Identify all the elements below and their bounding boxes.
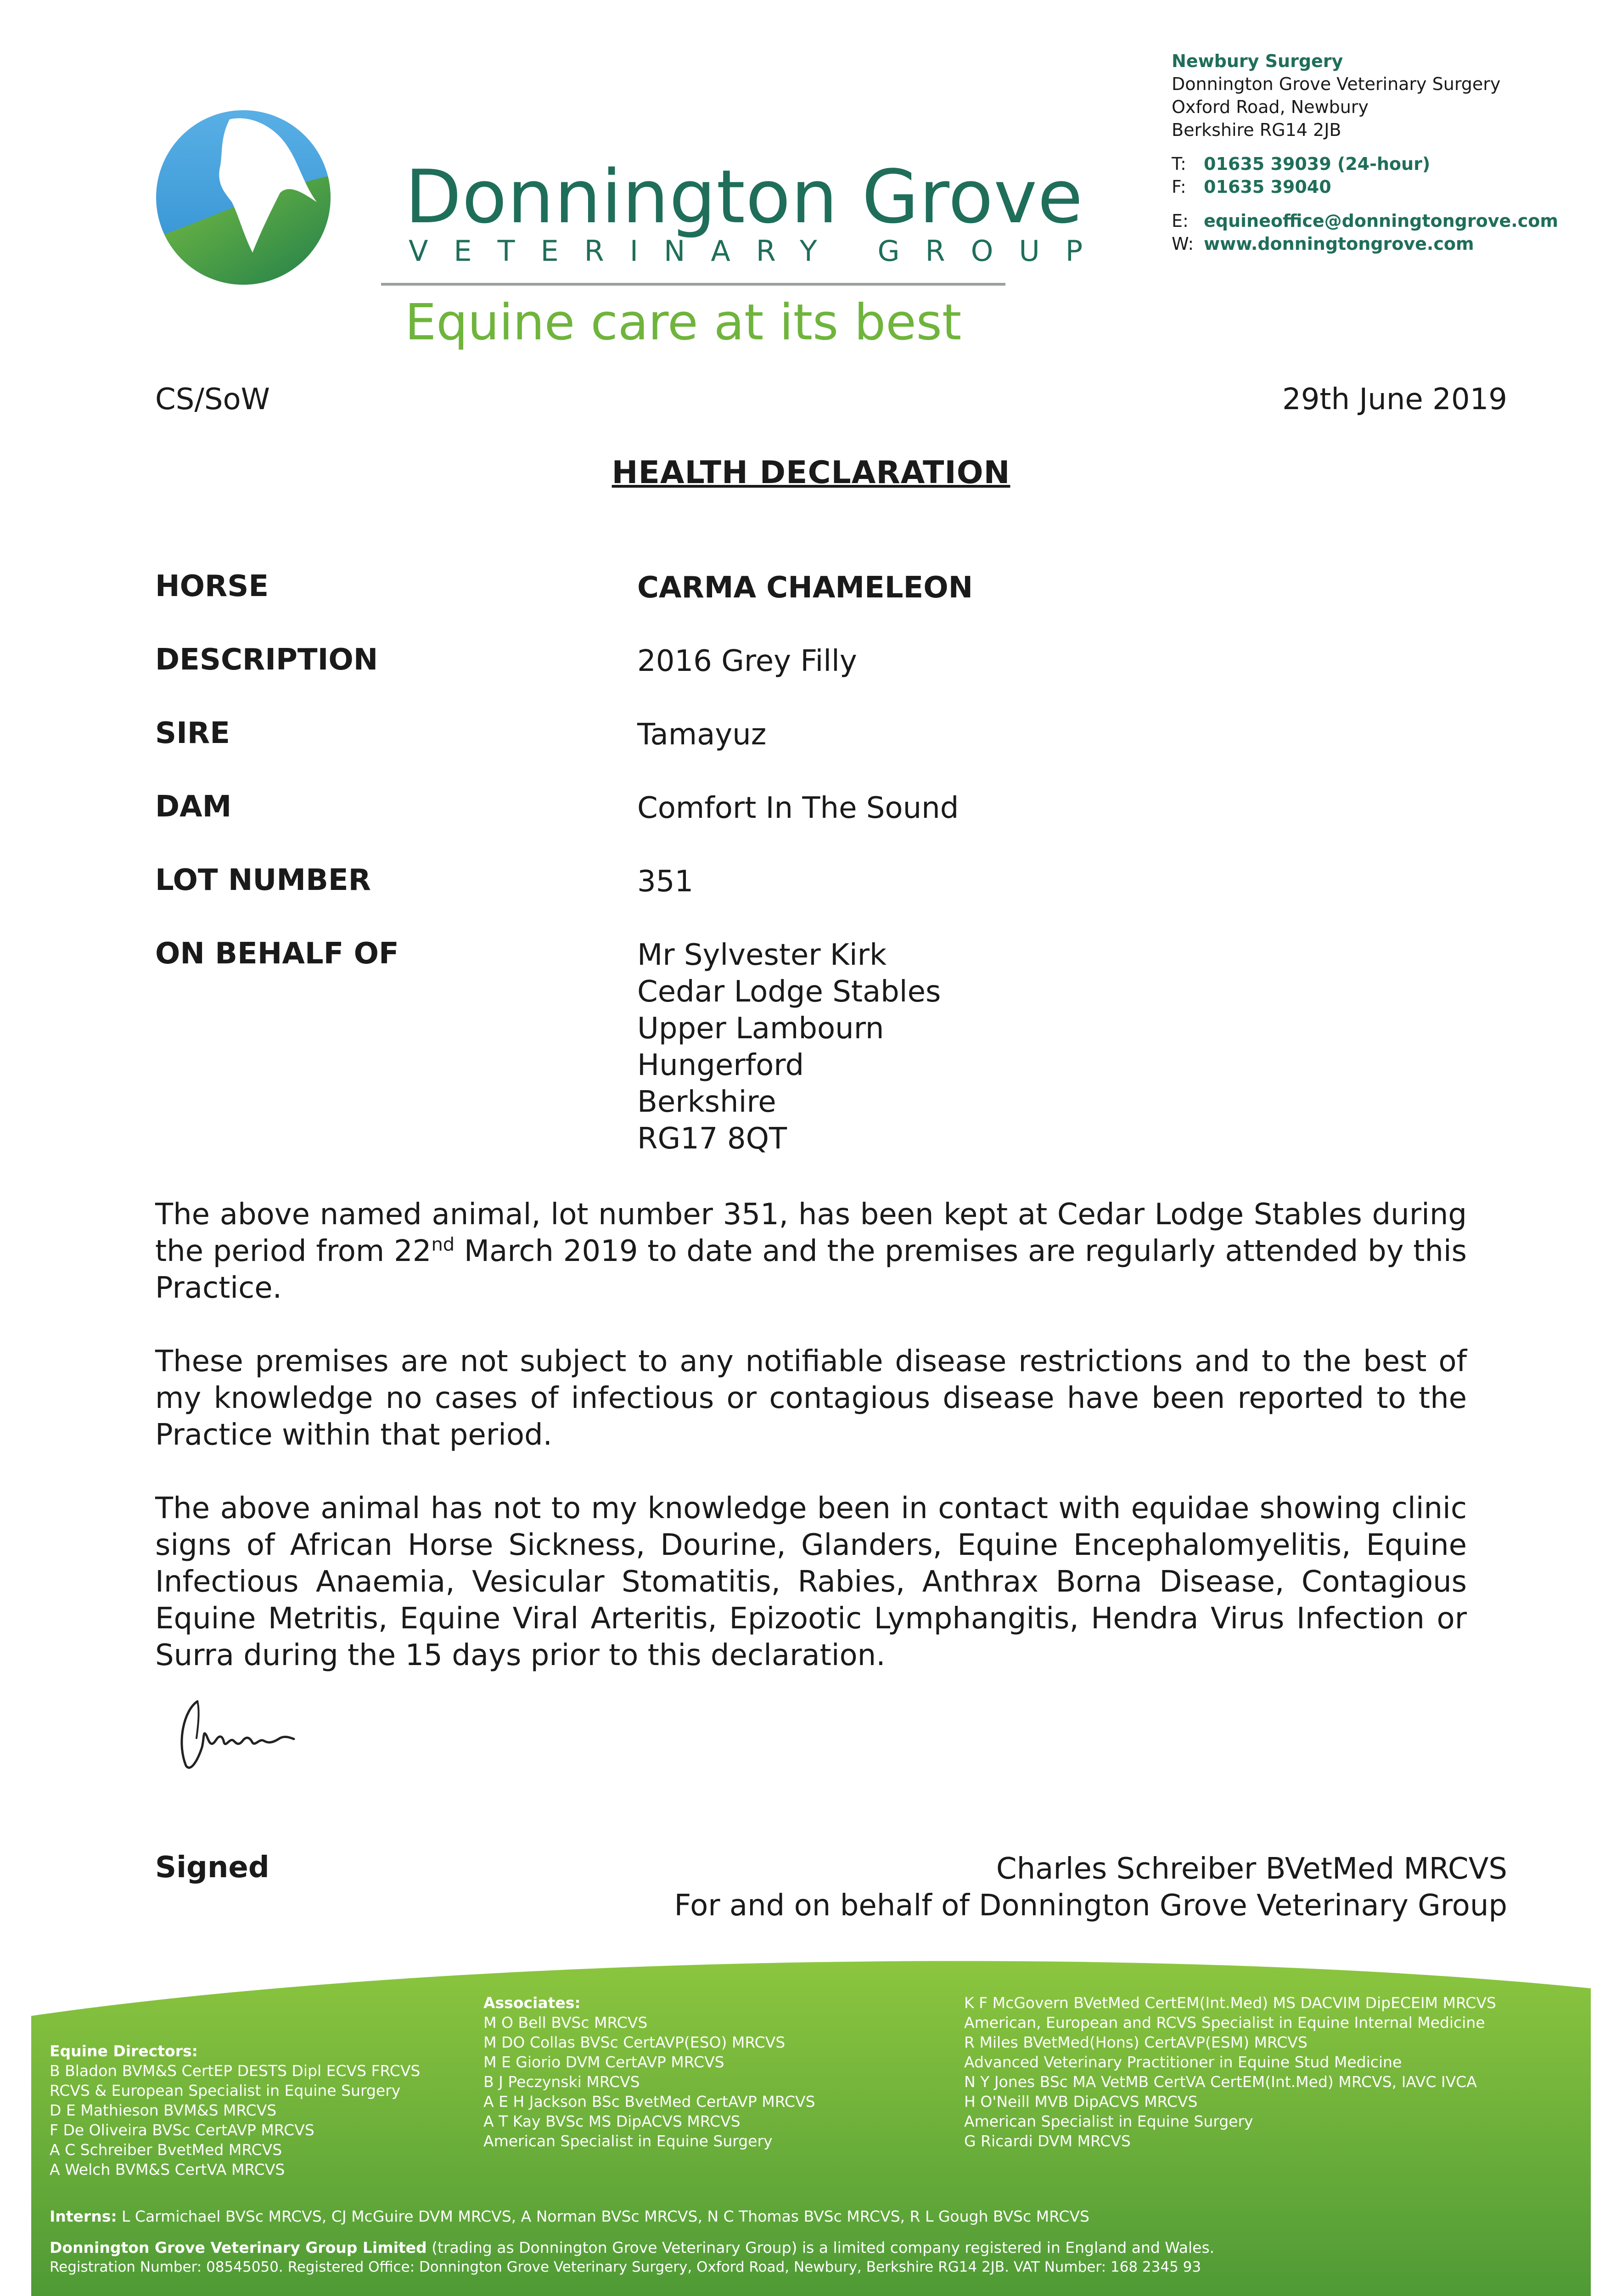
- associate-line: American Specialist in Equine Surgery: [964, 2112, 1253, 2130]
- associate-line: A E H Jackson BSc BvetMed CertAVP MRCVS: [483, 2093, 815, 2110]
- director-line: B Bladon BVM&S CertEP DESTS Dipl ECVS FRCVS: [50, 2062, 421, 2080]
- registration-line: Registration Number: 08545050. Registered Office: Donnington Grove Veterinary Surgery, Oxford Road, Newbury, Berkshire RG14 2JB. VAT Number: 168 2345 93: [50, 2259, 1201, 2275]
- interns-title: Interns:: [50, 2207, 117, 2225]
- tel-key: T:: [1172, 154, 1186, 174]
- handwritten-signature: [170, 1692, 298, 1775]
- associates-title: Associates:: [483, 1994, 581, 2012]
- signer-organisation: For and on behalf of Donnington Grove Veterinary Group: [674, 1889, 1507, 1923]
- address-line: Berkshire RG14 2JB: [1172, 120, 1341, 140]
- document-heading: HEALTH DECLARATION: [612, 455, 1010, 491]
- associate-line: M E Giorio DVM CertAVP MRCVS: [483, 2053, 724, 2071]
- field-value-sire: Tamayuz: [637, 718, 767, 752]
- email-link[interactable]: equineoffice@donningtongrove.com: [1204, 211, 1558, 231]
- company-line: [50, 2238, 1214, 2257]
- surgery-name: Newbury Surgery: [1172, 51, 1343, 71]
- field-value-horse: CARMA CHAMELEON: [637, 571, 973, 605]
- letter-reference: CS/SoW: [155, 383, 270, 416]
- behalf-line: Berkshire: [637, 1085, 776, 1119]
- signed-label: Signed: [155, 1851, 269, 1885]
- paragraph-restrictions: These premises are not subject to any notifiable disease restrictions and to the best of my knowledge no cases of infectious or contagious disease have been reported to the Practice within that period.: [155, 1345, 1467, 1452]
- brand-divider: [381, 283, 1005, 286]
- director-line: F De Oliveira BVSc CertAVP MRCVS: [50, 2121, 314, 2139]
- field-label-sire: SIRE: [155, 716, 230, 750]
- telephone: 01635 39039 (24-hour): [1204, 154, 1431, 174]
- interns-line: [50, 2206, 1089, 2226]
- field-value-lot-number: 351: [637, 865, 694, 899]
- address-line: Oxford Road, Newbury: [1172, 97, 1369, 117]
- behalf-line: Mr Sylvester Kirk: [637, 938, 887, 972]
- paragraph-contact-declaration: The above animal has not to my knowledge been in contact with equidae showing clinic signs of African Horse Sickness, Dourine, Glanders, Equine Encephalomyelitis, Equine Infectious Anaemia, Vesicular Stomatitis, Rabies, Anthrax Borna Disease, Contagious Equine Metritis, Equine Viral Arteritis, Epizootic Lymphangitis, Hendra Virus Infection or Surra during the 15 days prior to this declaration.: [155, 1491, 1467, 1672]
- directors-title: Equine Directors:: [50, 2042, 198, 2060]
- director-line: D E Mathieson BVM&S MRCVS: [50, 2101, 277, 2119]
- email-key: E:: [1172, 211, 1189, 231]
- footer-band: [31, 1947, 1591, 2296]
- brand-tagline: Equine care at its best: [405, 294, 962, 351]
- field-label-lot-number: LOT NUMBER: [155, 863, 371, 897]
- associate-line: American Specialist in Equine Surgery: [483, 2132, 773, 2150]
- associate-line: American, European and RCVS Specialist in Equine Internal Medicine: [964, 2014, 1485, 2032]
- brand-subtitle: VETERINARY GROUP: [409, 234, 1109, 268]
- interns-list: L Carmichael BVSc MRCVS, CJ McGuire DVM MRCVS, A Norman BVSc MRCVS, N C Thomas BVSc MRCVS, R L Gough BVSc MRCVS: [122, 2207, 1089, 2225]
- associate-line: G Ricardi DVM MRCVS: [964, 2132, 1131, 2150]
- associate-line: K F McGovern BVetMed CertEM(Int.Med) MS DACVIM DipECEIM MRCVS: [964, 1994, 1496, 2012]
- donnington-grove-logo: [152, 106, 335, 289]
- behalf-line: Upper Lambourn: [637, 1012, 884, 1046]
- behalf-line: Hungerford: [637, 1048, 804, 1082]
- ordinal-suffix: nd: [431, 1234, 455, 1255]
- company-statement: (trading as Donnington Grove Veterinary Group) is a limited company registered in England and Wales.: [427, 2239, 1215, 2257]
- fax: 01635 39040: [1204, 177, 1331, 197]
- field-value-on-behalf-of: [637, 937, 941, 1157]
- brand-name: Donnington Grove: [405, 154, 1083, 240]
- field-label-on-behalf-of: ON BEHALF OF: [155, 937, 399, 971]
- company-name: Donnington Grove Veterinary Group Limited: [50, 2239, 427, 2257]
- field-label-dam: DAM: [155, 790, 232, 824]
- letter-date: 29th June 2019: [1282, 383, 1507, 416]
- field-value-description: 2016 Grey Filly: [637, 644, 857, 678]
- signer-block: [674, 1851, 1507, 1924]
- associate-line: Advanced Veterinary Practitioner in Equine Stud Medicine: [964, 2053, 1402, 2071]
- director-line: A Welch BVM&S CertVA MRCVS: [50, 2161, 285, 2178]
- web-key: W:: [1172, 234, 1194, 254]
- director-line: RCVS & European Specialist in Equine Surgery: [50, 2082, 401, 2099]
- field-label-description: DESCRIPTION: [155, 643, 378, 677]
- behalf-line: RG17 8QT: [637, 1122, 787, 1156]
- associate-line: H O'Neill MVB DipACVS MRCVS: [964, 2093, 1198, 2110]
- associate-line: N Y Jones BSc MA VetMB CertVA CertEM(Int.Med) MRCVS, IAVC IVCA: [964, 2073, 1477, 2091]
- website-link[interactable]: www.donningtongrove.com: [1204, 234, 1474, 254]
- fax-key: F:: [1172, 177, 1186, 197]
- associate-line: A T Kay BVSc MS DipACVS MRCVS: [483, 2112, 741, 2130]
- associate-line: R Miles BVetMed(Hons) CertAVP(ESM) MRCVS: [964, 2033, 1308, 2051]
- field-value-dam: Comfort In The Sound: [637, 791, 959, 825]
- field-label-horse: HORSE: [155, 569, 269, 603]
- behalf-line: Cedar Lodge Stables: [637, 975, 941, 1009]
- paragraph-premises: The above named animal, lot number 351, has been kept at Cedar Lodge Stables during the period from 22nd March 2019 to date and the premises are regularly attended by this Practice.: [155, 1198, 1467, 1305]
- associate-line: M DO Collas BVSc CertAVP(ESO) MRCVS: [483, 2033, 786, 2051]
- director-line: A C Schreiber BvetMed MRCVS: [50, 2141, 282, 2159]
- associate-line: M O Bell BVSc MRCVS: [483, 2014, 648, 2032]
- address-line: Donnington Grove Veterinary Surgery: [1172, 74, 1501, 94]
- signer-name: Charles Schreiber BVetMed MRCVS: [996, 1852, 1507, 1886]
- associate-line: B J Peczynski MRCVS: [483, 2073, 640, 2091]
- contact-block: [1172, 50, 1558, 255]
